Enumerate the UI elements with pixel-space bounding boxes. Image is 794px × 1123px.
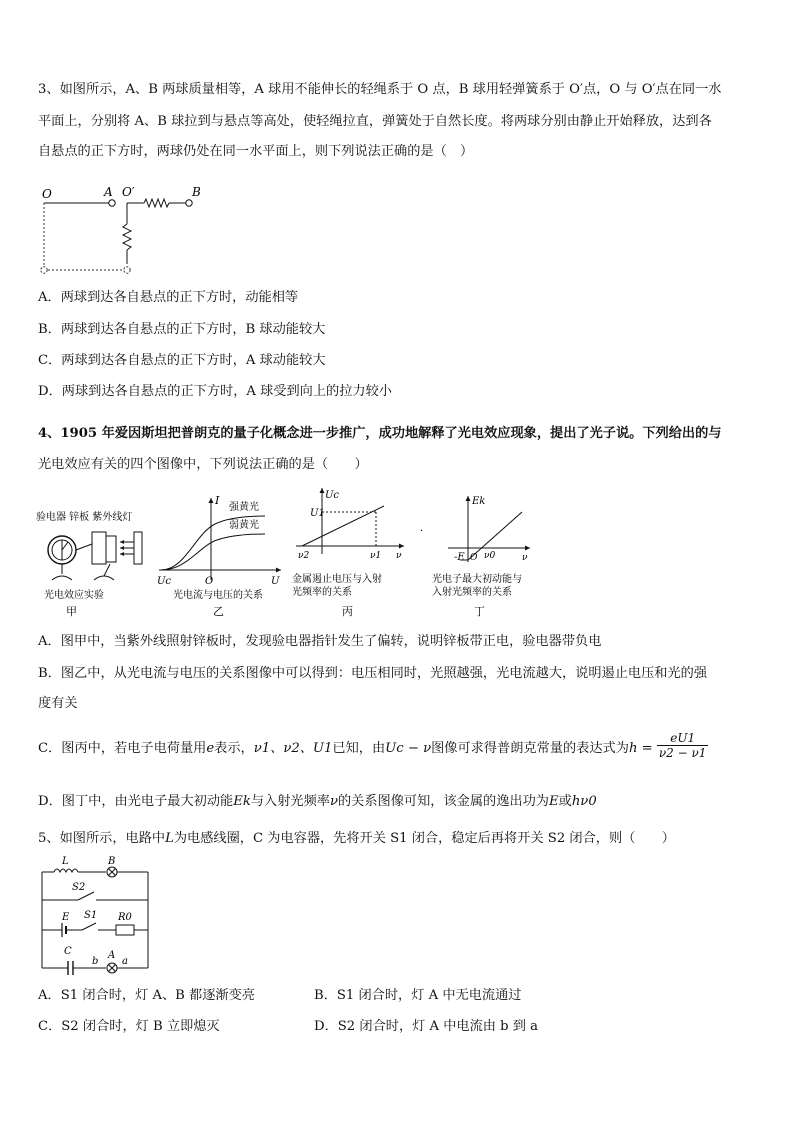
q4-option-b-line1: B．图乙中，从光电流与电压的关系图像中可以得到：电压相同时，光照越强，光电流越大，说明遏止电压和光的强: [38, 666, 708, 681]
q4-fig-jia: [34, 494, 164, 618]
q4-ding-negE: -E: [454, 552, 465, 563]
q4-uv-lamp: [134, 532, 142, 564]
q4-option-c-e: e: [206, 741, 215, 756]
q4-option-a: A．图甲中，当紫外线照射锌板时，发现验电器指针发生了偏转，说明锌板带正电，验电器带负电: [38, 634, 602, 649]
q4-bing-v1: ν1: [370, 551, 382, 561]
q4-option-c-fraction: [657, 731, 709, 760]
q5-label-b: b: [92, 956, 99, 967]
q3-label-O2: O′: [122, 185, 135, 199]
q5-stem: [38, 829, 675, 849]
q3-option-d: D．两球到达各自悬点的正下方时，A 球受到向上的拉力较小: [38, 384, 392, 399]
q4-ding-mark: ·: [420, 526, 424, 537]
q3-ball-A: [109, 200, 115, 206]
q4-yi-O: O: [205, 576, 214, 587]
q4-stem-line1: 4、1905 年爱因斯坦把普朗克的量子化概念进一步推广，成功地解释了光电效应现象，提出了光子说。下列给出的与: [38, 426, 722, 441]
q5-stem-pre: 5、如图所示，电路中: [38, 831, 166, 846]
q4-jia-tag: 甲: [66, 605, 77, 618]
q5-label-a: a: [122, 956, 128, 967]
q5-label-E: E: [62, 912, 70, 923]
q5-label-S1: S1: [84, 910, 98, 921]
q4-ding-v: ν: [522, 553, 528, 563]
q4-option-b-line2: 度有关: [38, 696, 78, 711]
q5-label-S2: S2: [72, 882, 86, 893]
q4-option-d-post: 的关系图像可知，该金属的逸出功为: [337, 794, 549, 809]
q4-option-d-E: E: [548, 794, 559, 809]
q4-option-c-h: h =: [628, 741, 653, 756]
q5-label-R0: R0: [118, 912, 132, 923]
q4-option-d-v: ν: [329, 794, 338, 809]
q4-zinc-plate: [92, 532, 106, 564]
q4-jia-caption: 光电效应实验: [44, 590, 104, 601]
q5-label-C: C: [64, 946, 72, 957]
q4-fig-bing: [292, 484, 412, 618]
q3-label-O: O: [42, 187, 52, 201]
q4-option-c-num: eU1: [657, 731, 709, 746]
q4-option-c-mid3: 图像可求得普朗克常量的表达式为: [431, 741, 629, 756]
q4-ding-Ek: Ek: [472, 496, 486, 507]
q5-label-A: A: [108, 950, 116, 961]
q4-option-d-hv: hν0: [571, 794, 597, 809]
q4-yi-Uc: Uc: [157, 576, 172, 587]
q4-yi-U: U: [271, 576, 280, 587]
q4-ding-tag: 丁: [474, 605, 485, 618]
q4-fig-ding: [418, 490, 538, 618]
q4-bing-v2: ν2: [298, 551, 310, 561]
q4-option-d-mid: 与入射光频率: [250, 794, 330, 809]
q3-spring-horizontal: [144, 199, 169, 207]
q5-switch-S2: [78, 892, 94, 900]
q5-stem-L: L: [165, 831, 174, 846]
q4-option-d-or: 或: [558, 794, 572, 809]
q5-option-b: B．S1 闭合时，灯 A 中无电流通过: [314, 988, 522, 1003]
q4-bing-caption1: 金属遏止电压与入射: [292, 574, 382, 585]
q3-label-B: B: [192, 185, 201, 199]
q4-bing-v: ν: [396, 551, 402, 561]
q5-switch-S1: [82, 923, 96, 930]
q4-option-d: [38, 792, 597, 812]
q4-bing-tag: 丙: [342, 605, 353, 618]
q3-ball-B: [186, 200, 192, 206]
q5-circuit-figure: [38, 854, 158, 976]
q3-stem-line1: 3、如图所示，A、B 两球质量相等，A 球用不能伸长的轻绳系于 O 点，B 球用轻弹簧系于 O′点，O 与 O′点在同一水: [38, 82, 722, 97]
q5-stem-post: 为电感线圈，C 为电容器，先将开关 S1 闭合，稳定后再将开关 S2 闭合，则（ ）: [173, 831, 675, 846]
q3-stem-line3: 自悬点的正下方时，两球仍处在同一水平面上，则下列说法正确的是（ ）: [38, 144, 474, 159]
q4-yi-caption: 光电流与电压的关系: [173, 590, 263, 601]
q4-ding-caption2: 入射光频率的关系: [432, 587, 512, 598]
q5-resistor: [116, 925, 134, 935]
q4-option-c-pre: C．图丙中，若电子电荷量用: [38, 741, 207, 756]
q4-option-c-graph: Uc − ν: [385, 741, 432, 756]
q4-bing-Uc: Uc: [325, 490, 340, 501]
q5-inductor: [54, 869, 78, 872]
q4-yi-I: I: [215, 494, 220, 507]
q5-option-c: C．S2 闭合时，灯 B 立即熄灭: [38, 1019, 220, 1034]
q4-option-c-mid1: 表示，: [214, 741, 254, 756]
q5-option-d: D．S2 闭合时，灯 A 中电流由 b 到 a: [314, 1019, 539, 1034]
q4-option-d-pre: D．图丁中，由光电子最大初动能: [38, 794, 234, 809]
q4-option-c: [38, 731, 708, 760]
q4-ding-O: O: [470, 553, 478, 563]
q3-spring-vertical: [123, 224, 131, 250]
q4-option-c-mid2: 已知，由: [332, 741, 386, 756]
q4-ding-v0: ν0: [484, 551, 496, 561]
q5-label-L: L: [62, 856, 69, 867]
q4-yi-tag: 乙: [213, 605, 224, 618]
q3-option-c: C．两球到达各自悬点的正下方时，A 球动能较大: [38, 353, 326, 368]
q4-yi-weak: 弱黄光: [229, 520, 259, 531]
q3-pendulum-spring-figure: [38, 184, 218, 276]
q4-jia-top-labels: 验电器 锌板 紫外线灯: [36, 512, 133, 523]
q3-option-b: B．两球到达各自悬点的正下方时，B 球动能较大: [38, 322, 326, 337]
q4-option-c-den: ν2 − ν1: [658, 746, 707, 760]
q3-option-a: A．两球到达各自悬点的正下方时，动能相等: [38, 290, 299, 305]
q4-fig-yi: [155, 494, 285, 618]
q5-label-B: B: [108, 856, 116, 867]
q3-stem-line2: 平面上，分别将 A、B 球拉到与悬点等高处，使轻绳拉直，弹簧处于自然长度。将两球分别由静止开始释放，达到各: [38, 114, 712, 129]
q5-option-a: A．S1 闭合时，灯 A、B 都逐渐变亮: [38, 988, 255, 1003]
q4-option-c-known: ν1、ν2、U1: [253, 741, 333, 756]
q3-label-A: A: [104, 185, 113, 199]
q4-option-d-ek: Ek: [233, 794, 251, 809]
q4-yi-strong: 强黄光: [229, 502, 259, 513]
q4-ding-caption1: 光电子最大初动能与: [432, 574, 522, 585]
q4-bing-caption2: 光频率的关系: [292, 587, 352, 598]
q4-bing-U1: U1: [310, 508, 325, 519]
q4-stem-line2: 光电效应有关的四个图像中，下列说法正确的是（ ）: [38, 457, 368, 472]
